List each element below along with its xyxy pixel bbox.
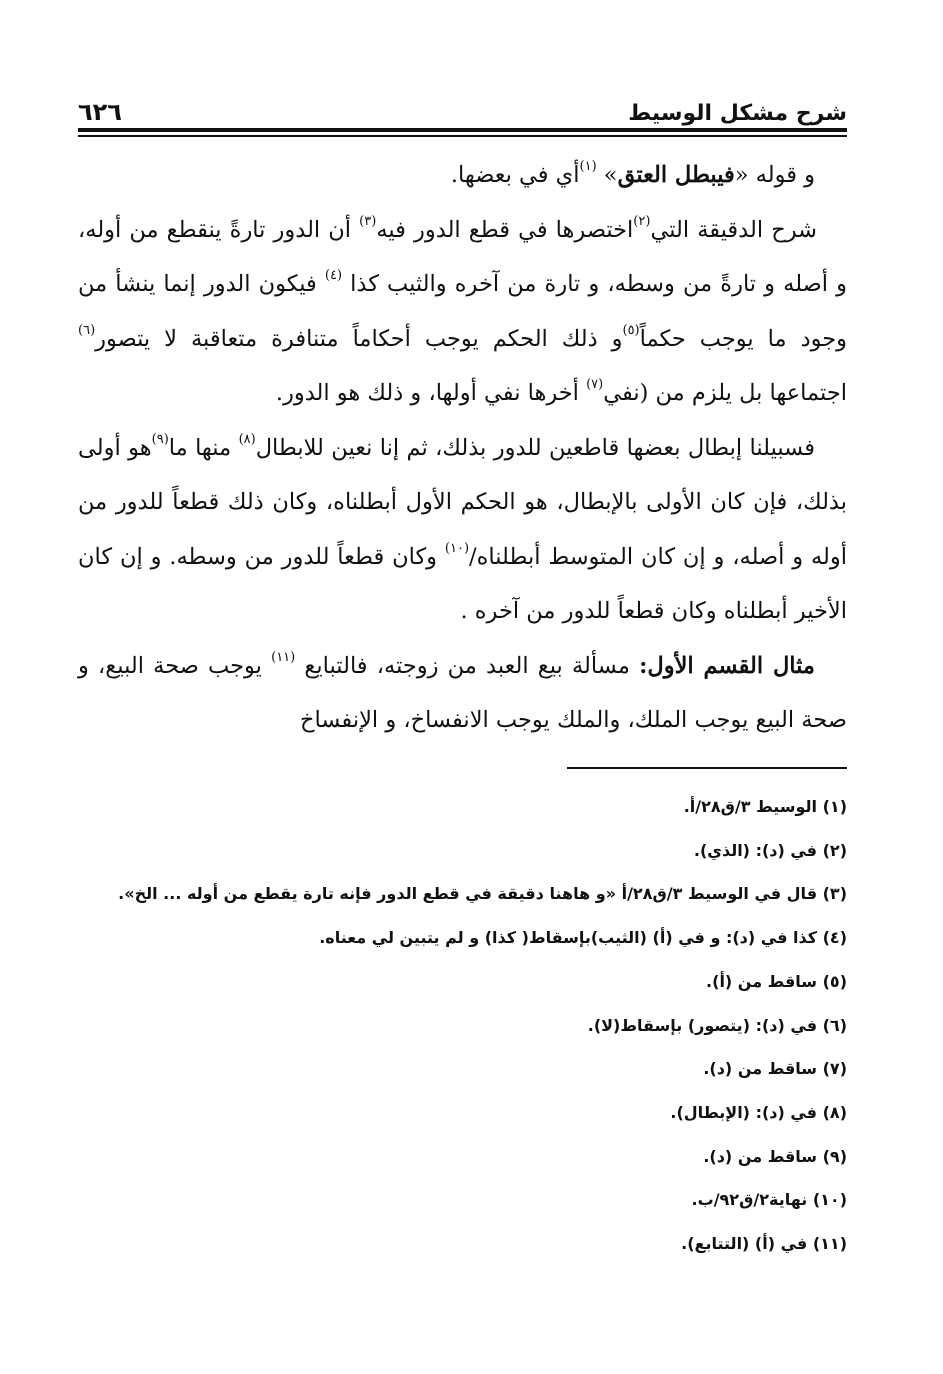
footnote-11: (١١) في (أ) (التتابع). [681,1234,847,1254]
footnote-8: (٨) في (د): (الإبطال). [670,1102,847,1122]
footnote-10: (١٠) نهاية٢/ق٩٢/ب. [691,1190,847,1210]
page-number: ٦٢٦ [78,98,122,126]
footnote-ref-11: (١١) [271,649,296,665]
paragraph-1: و قوله «فيبطل العتق» $^{(١)}$أي في بعضها. [450,159,815,188]
footnote-1: (١) الوسيط ٣/ق٢٨/أ. [683,797,847,816]
footnote-7: (٧) ساقط من (د). [703,1059,847,1079]
footnote-9: (٩) ساقط من (د). [703,1146,847,1166]
header-rule-thick [78,128,847,132]
paragraph-3: فسبيلنا إبطال بعضها قاطعين للدور بذلك، ثم إنا نعين للابطال$^{(٨)}$ منها ما$^{(٩)}$هو أولى بذلك، فإن كان الأولى بالإبطال، هو الحكم الأول أبطلناه، وكان ذلك قطعاً للدور من أوله و أصله، و إن كان المتوسط أبطلناه/$^{(١٠)}$ وكان قطعاً للدور من وسطه. و إن كان الأخير أبطلناه وكان قطعاً للدور من آخره . [78,431,848,624]
footnote-ref-2: (٢) [633,213,651,229]
footnote-3: (٣) قال في الوسيط ٣/ق٢٨/أ «و هاهنا دقيقة في قطع الدور فإنه تارة يقطع من أوله ... الخ». [118,884,847,904]
page-header [78,86,847,126]
main-text [78,148,847,748]
footnote-6: (٦) في (د): (يتصور) بإسقاط(لا). [587,1015,847,1035]
paragraph-2: شرح الدقيقة التي$^{(٢)}$اختصرها في قطع الدور فيه$^{(٣)}$ أن الدور تارةً ينقطع من أوله، و أصله و تارةً من وسطه، و تارة من آخره والثيب كذا $^{(٤)}$ فيكون الدور إنما ينشأ من وجود ما يوجب حكماً$^{(٥)}$و ذلك الحكم يوجب أحكاماً متنافرة متعاقبة لا يتصور$^{(٦)}$ اجتماعها بل يلزم من (نفي$^{(٧)}$ أخرها نفي أولها، و ذلك هو الدور. [78,213,848,406]
footnote-4: (٤) كذا في (د): و في (أ) (الثيب)بإسقاط( كذا) و لم يتبين لي معناه. [319,928,847,948]
footnotes [78,785,847,1266]
bold-quote: فيبطل العتق [617,162,735,188]
footnote-ref-10: (١٠) [444,540,470,556]
footnote-ref-1: (١) [579,159,597,174]
footnote-ref-4: (٤) [324,268,343,283]
header-rule-thin [78,135,847,137]
footnote-ref-8: (٨) [238,431,256,447]
book-title: شرح مشكل الوسيط [628,101,847,126]
footnote-ref-9: (٩) [151,431,169,447]
footnote-2: (٢) في (د): (الذي). [693,840,847,860]
paragraph-4: مثال القسم الأول: مسألة بيع العبد من زوجته، فالتبايع $^{(١١)}$ يوجب صحة البيع، و صحة البيع يوجب الملك، والملك يوجب الانفساخ، و الإنفساخ [78,649,847,733]
footnote-ref-7: (٧) [586,377,604,392]
footnote-ref-3: (٣) [359,213,377,229]
footnote-ref-5: (٥) [622,322,640,338]
footnote-5: (٥) ساقط من (أ). [706,971,847,991]
footnote-separator [567,767,847,769]
footnote-ref-6: (٦) [78,322,96,338]
section-heading: مثال القسم الأول: [639,652,815,679]
